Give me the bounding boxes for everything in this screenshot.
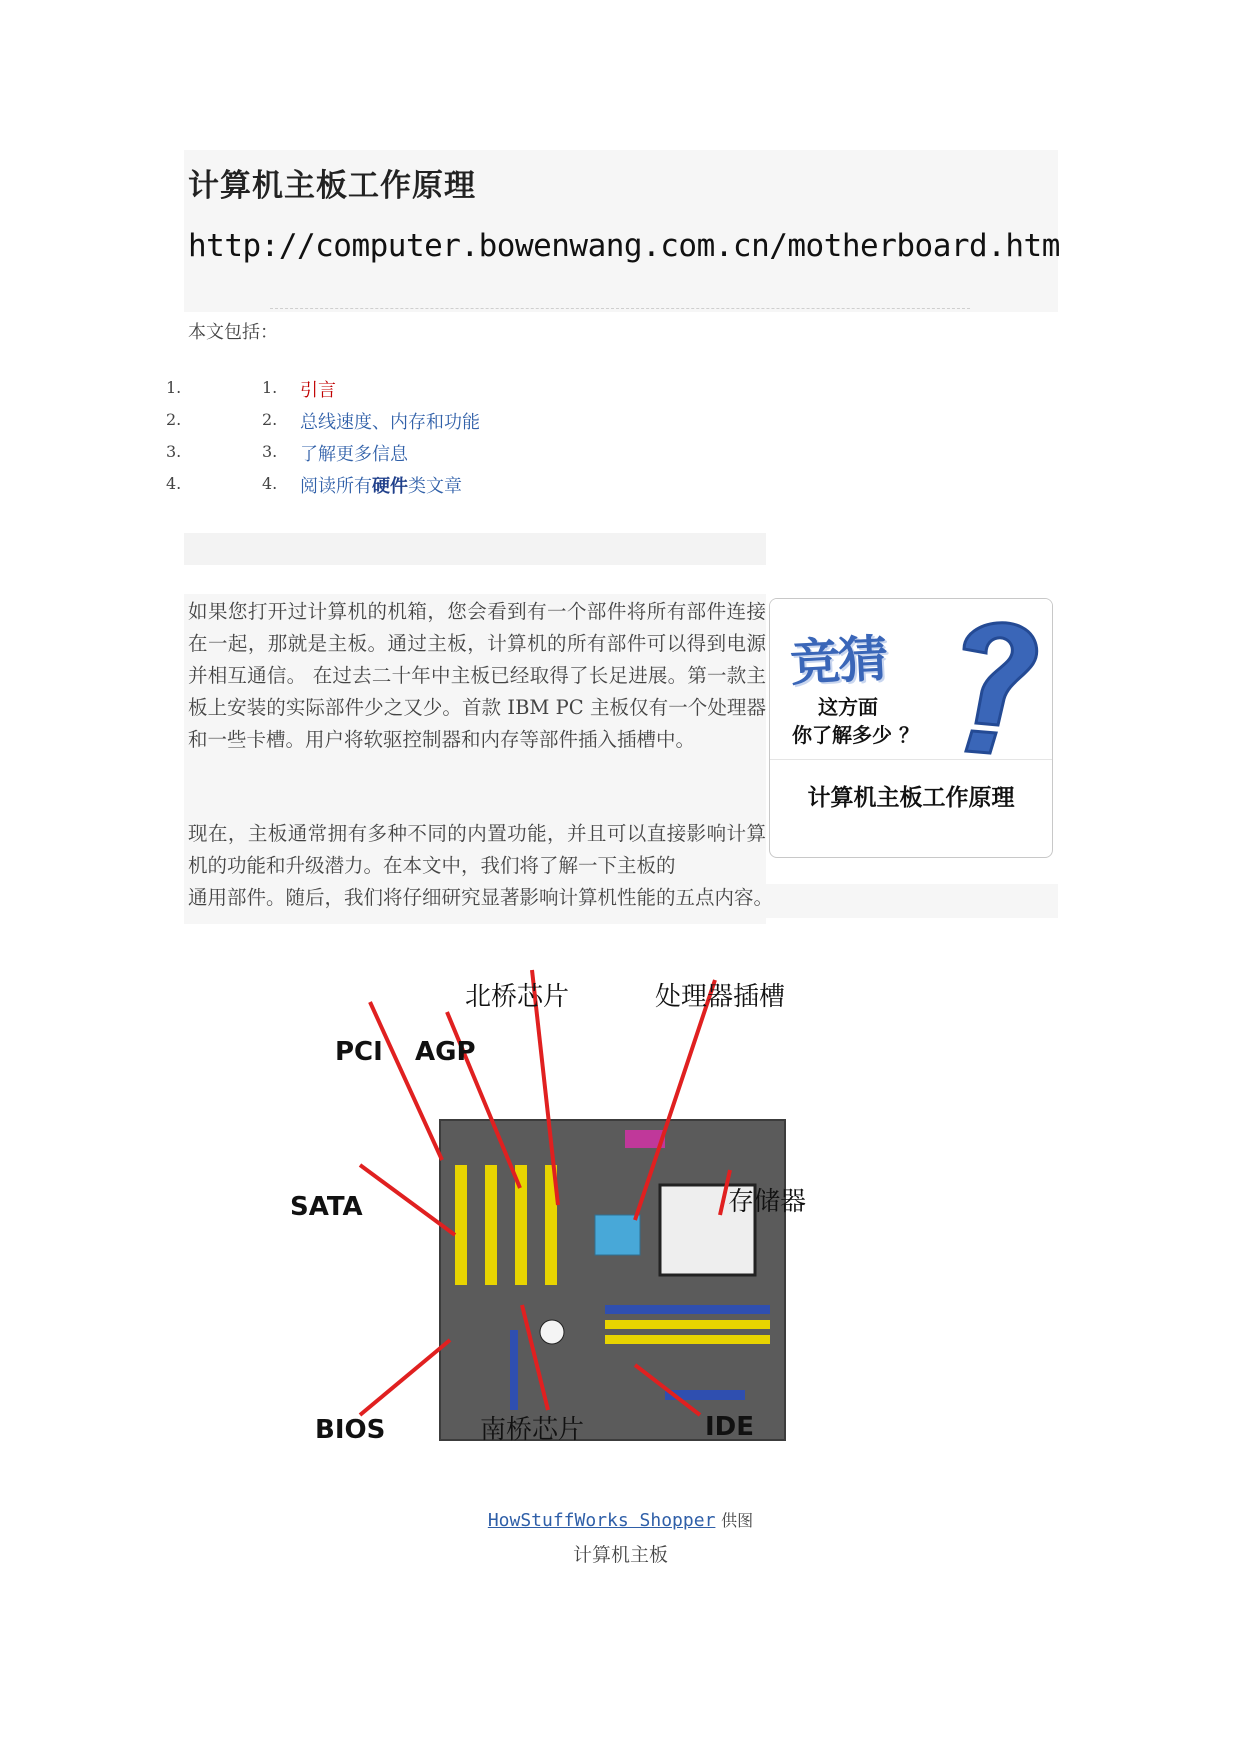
divider (270, 308, 970, 309)
figure-caption: 计算机主板 (572, 1544, 668, 1566)
gray-bar (184, 533, 766, 565)
label-southbridge: 南桥芯片 (480, 1415, 585, 1445)
toc-inner-number: 3. (262, 442, 278, 461)
memory-slot (605, 1335, 770, 1344)
memory-slot (605, 1320, 770, 1329)
quiz-banner-top (770, 599, 1052, 760)
label-pci: PCI (335, 1037, 383, 1067)
toc-link-intro[interactable]: 引言 (300, 380, 336, 401)
label-sata: SATA (290, 1192, 363, 1222)
page-title: 计算机主板工作原理 (188, 168, 476, 204)
page-url: http://computer.bowenwang.com.cn/motherboard.htm (188, 228, 1060, 264)
image-credit (0, 1508, 1241, 1531)
pci-slot (455, 1165, 467, 1285)
quiz-banner[interactable] (769, 598, 1053, 858)
memory-slot (605, 1305, 770, 1314)
toc-item (0, 474, 700, 506)
label-memory: 存储器 (728, 1187, 807, 1217)
sata-port (510, 1330, 518, 1410)
toc-link-more-info[interactable]: 了解更多信息 (300, 444, 408, 465)
label-cpu-socket: 处理器插槽 (655, 982, 786, 1012)
toc-outer-number: 3. (166, 442, 182, 461)
motherboard-diagram (290, 960, 950, 1480)
quiz-line2: 你了解多少 ？ (792, 723, 919, 747)
question-mark-icon (940, 607, 1050, 757)
toc-link-bold: 硬件 (372, 476, 408, 497)
northbridge-chip (595, 1215, 640, 1255)
toc-item (0, 378, 700, 410)
credit-suffix: 供图 (721, 1511, 754, 1530)
toc-outer-number: 1. (166, 378, 182, 397)
paragraph-features-wrapped: 现在，主板通常拥有多种不同的内置功能，并且可以直接影响计算机的功能和升级潜力。在本文中，我们将了解一下主板的 (188, 822, 766, 877)
toc-link-suffix: 类文章 (408, 476, 462, 497)
table-of-contents (0, 378, 700, 506)
label-bios: BIOS (315, 1415, 386, 1445)
toc-link-prefix: 阅读所有 (300, 476, 372, 497)
toc-inner-number: 1. (262, 378, 278, 397)
credit-link[interactable]: HowStuffWorks Shopper (487, 1510, 716, 1531)
quiz-line1: 这方面 (818, 695, 878, 719)
toc-link-bus-speed[interactable]: 总线速度、内存和功能 (300, 412, 480, 433)
toc-link-hardware-articles[interactable] (300, 472, 462, 498)
pci-slot (485, 1165, 497, 1285)
toc-inner-number: 4. (262, 474, 278, 493)
toc-inner-number: 2. (262, 410, 278, 429)
intro-label: 本文包括： (188, 322, 278, 343)
toc-item (0, 442, 700, 474)
label-northbridge: 北桥芯片 (465, 982, 570, 1012)
quiz-headline: 竞猜 (788, 629, 888, 693)
quiz-title: 计算机主板工作原理 (807, 785, 1015, 811)
label-agp: AGP (415, 1037, 476, 1067)
label-ide: IDE (705, 1412, 755, 1442)
southbridge-chip (540, 1320, 564, 1344)
toc-outer-number: 4. (166, 474, 182, 493)
toc-item (0, 410, 700, 442)
toc-outer-number: 2. (166, 410, 182, 429)
paragraph-features-tail: 通用部件。随后，我们将仔细研究显著影响计算机性能的五点内容。 (188, 886, 774, 909)
paragraph-intro: 如果您打开过计算机的机箱，您会看到有一个部件将所有部件连接在一起，那就是主板。通过主板，计算机的所有部件可以得到电源并相互通信。 在过去二十年中主板已经取得了长足进展。第一款主板上安装的实际部件少之又少。首款 IBM PC 主板仅有一个处理器和一些卡槽。用户将软驱控制器和内存等部件插入插槽中。 (188, 600, 766, 751)
